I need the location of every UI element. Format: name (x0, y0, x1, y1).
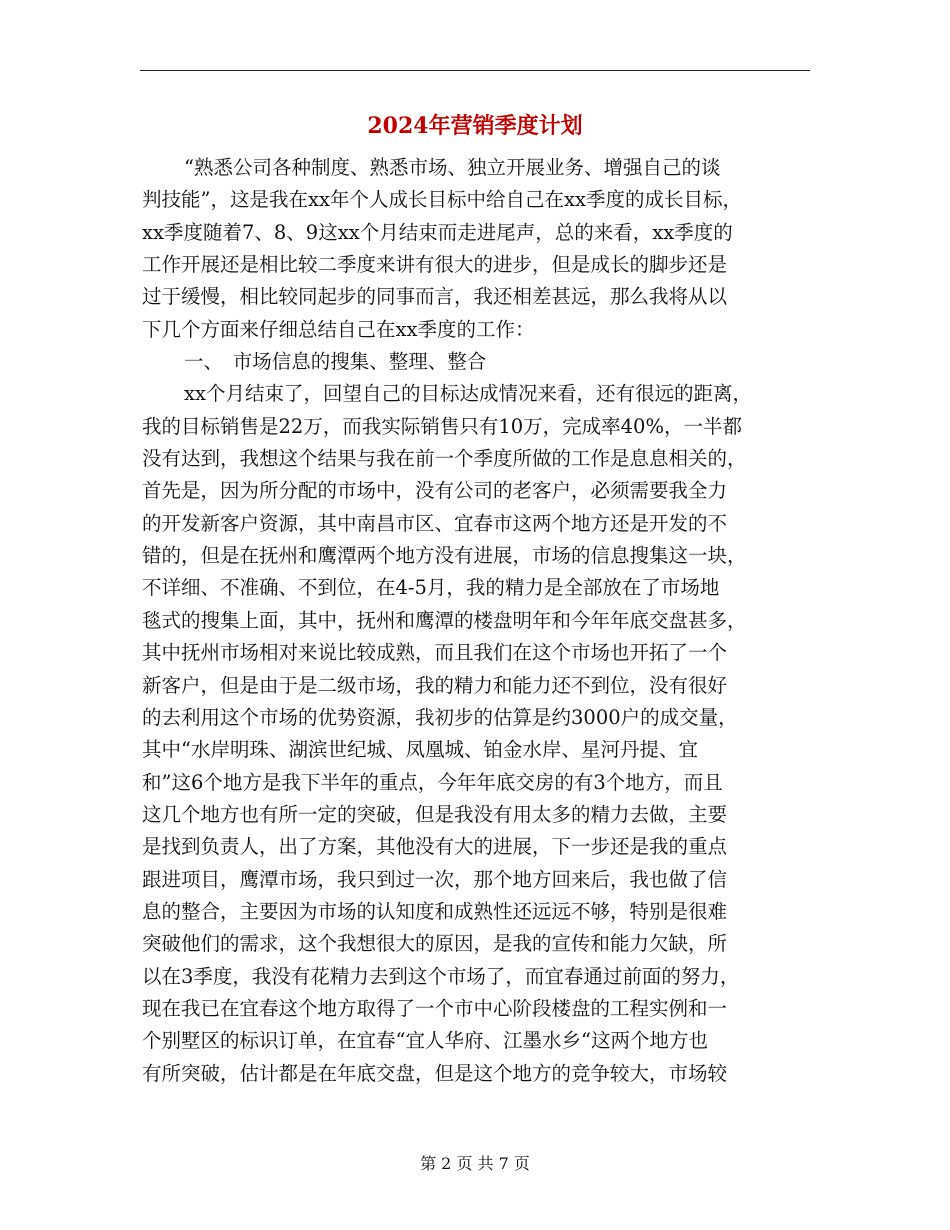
text-line: 过于缓慢，相比较同起步的同事而言，我还相差甚远，那么我将从以 (142, 285, 728, 309)
text-line: 首先是，因为所分配的市场中，没有公司的老客户，必须需要我全力 (142, 479, 728, 503)
header-rule (140, 70, 810, 71)
text-line: 的去利用这个市场的优势资源，我初步的估算是约3000户的成交量， (142, 705, 738, 729)
text-line: 以在3季度，我没有花精力去到这个市场了，而宜春通过前面的努力， (142, 964, 740, 988)
text-line: 这几个地方也有所一定的突破，但是我没有用太多的精力去做，主要 (142, 802, 728, 826)
text-line: 其中抚州市场相对来说比较成熟，而且我们在这个市场也开拓了一个 (142, 641, 728, 665)
text-line: 个别墅区的标识订单，在宜春“宜人华府、江墨水乡“这两个地方也 (142, 1029, 708, 1053)
text-line: xx季度随着7、8、9这xx个月结束而走进尾声，总的来看，xx季度的 (142, 220, 733, 244)
page-footer: 第 2 页 共 7 页 (420, 1154, 530, 1173)
text-line: 是找到负责人，出了方案，其他没有大的进展，下一步还是我的重点 (142, 835, 728, 859)
text-line: 下几个方面来仔细总结自己在xx季度的工作： (142, 317, 535, 341)
text-line: 息的整合，主要因为市场的认知度和成熟性还远远不够，特别是很难 (142, 899, 728, 923)
text-line: 和”这6个地方是我下半年的重点，今年年底交房的有3个地方，而且 (142, 770, 723, 794)
text-line: 判技能”，这是我在xx年个人成长目标中给自己在xx季度的成长目标， (142, 188, 742, 212)
text-line: 毯式的搜集上面，其中，抚州和鹰潭的楼盘明年和今年年底交盘甚多， (142, 608, 747, 632)
text-line: 突破他们的需求，这个我想很大的原因，是我的宣传和能力欠缺，所 (142, 932, 728, 956)
text-line: 没有达到，我想这个结果与我在前一个季度所做的工作是息息相关的， (142, 447, 747, 471)
document-body (142, 152, 814, 1090)
text-line: 新客户，但是由于是二级市场，我的精力和能力还不到位，没有很好 (142, 673, 728, 697)
text-line: 不详细、不准确、不到位，在4-5月，我的精力是全部放在了市场地 (142, 576, 720, 600)
text-line: 一、 市场信息的搜集、整理、整合 (184, 350, 487, 374)
text-line: 现在我已在宜春这个地方取得了一个市中心阶段楼盘的工程实例和一 (142, 996, 728, 1020)
page-title: 2024年营销季度计划 (367, 113, 583, 139)
text-line: 其中“水岸明珠、湖滨世纪城、凤凰城、铂金水岸、星河丹提、宜 (142, 738, 698, 762)
text-line: xx个月结束了，回望自己的目标达成情况来看，还有很远的距离， (184, 382, 752, 406)
text-line: 错的，但是在抚州和鹰潭两个地方没有进展，市场的信息搜集这一块， (142, 544, 747, 568)
text-line: 工作开展还是相比较二季度来讲有很大的进步，但是成长的脚步还是 (142, 253, 728, 277)
text-line: 有所突破，估计都是在年底交盘，但是这个地方的竞争较大，市场较 (142, 1061, 728, 1085)
text-line: 我的目标销售是22万，而我实际销售只有10万，完成率40%，一半都 (142, 414, 742, 438)
text-line: 的开发新客户资源，其中南昌市区、宜春市这两个地方还是开发的不 (142, 511, 728, 535)
text-line: “熟悉公司各种制度、熟悉市场、独立开展业务、增强自己的谈 (184, 156, 721, 179)
text-line: 跟进项目，鹰潭市场，我只到过一次，那个地方回来后，我也做了信 (142, 867, 728, 891)
